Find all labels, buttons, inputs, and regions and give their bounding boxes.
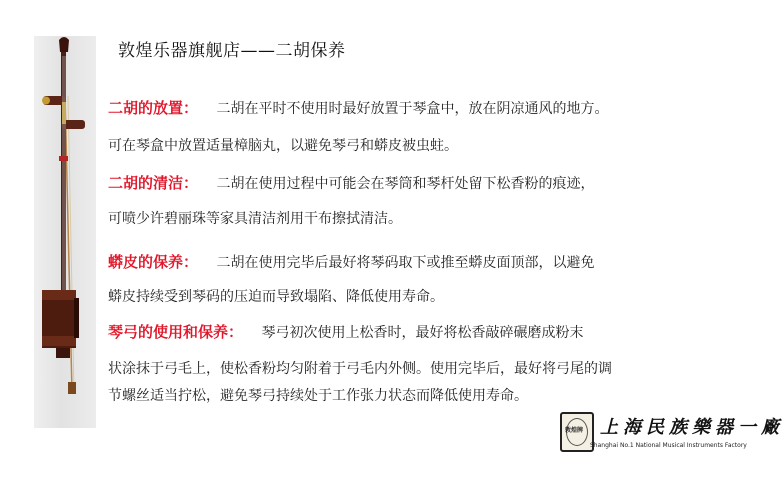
section-storage-text-2: 可在琴盒中放置适量樟脑丸，以避免琴弓和蟒皮被虫蛀。 — [108, 138, 458, 154]
section-skin-row-1 — [108, 252, 594, 273]
section-heading-bow: 琴弓的使用和保养： — [108, 323, 244, 341]
section-heading-cleaning: 二胡的清洁： — [108, 174, 199, 192]
factory-name-cn: 上海民族樂器一廠 — [600, 417, 784, 438]
qianjin-cord — [59, 156, 68, 161]
factory-logo — [560, 410, 784, 458]
section-bow-text-3: 节螺丝适当拧松，避免琴弓持续处于工作张力状态而降低使用寿命。 — [108, 388, 528, 404]
seal-text: 敦煌牌 — [565, 427, 584, 434]
section-heading-skin: 蟒皮的保养： — [108, 253, 199, 271]
section-storage-row-1 — [108, 98, 608, 119]
erhu-illustration — [34, 36, 96, 428]
peg-ornament — [42, 97, 50, 105]
python-skin — [74, 298, 79, 338]
section-storage-text-1: 二胡在平时不使用时最好放置于琴盒中，放在阴凉通风的地方。 — [216, 101, 609, 117]
body-top-band — [42, 290, 76, 300]
section-skin-text-2: 蟒皮持续受到琴码的压迫而导致塌陷、降低使用寿命。 — [108, 289, 444, 305]
peg-box-trim — [62, 102, 66, 124]
bow-frog — [68, 382, 76, 394]
section-bow-row-1 — [108, 322, 583, 343]
body-bottom-band — [42, 336, 76, 346]
section-bow-text-1: 琴弓初次使用上松香时，最好将松香敲碎碾磨成粉末 — [261, 325, 584, 341]
erhu-photo — [34, 36, 96, 428]
section-skin-text-1: 二胡在使用完毕后最好将琴码取下或推至蟒皮面顶部，以避免 — [216, 255, 595, 271]
erhu-base — [56, 348, 70, 358]
erhu-scroll — [59, 37, 69, 52]
page-title: 敦煌乐器旗舰店——二胡保养 — [118, 41, 346, 61]
section-heading-storage: 二胡的放置： — [108, 99, 199, 117]
section-cleaning-text-1: 二胡在使用过程中可能会在琴筒和琴杆处留下松香粉的痕迹， — [216, 176, 595, 192]
factory-name-en: Shanghai No.1 National Musical Instruments Factory — [590, 442, 747, 449]
section-bow-text-2: 状涂抹于弓毛上，使松香粉均匀附着于弓毛内外侧。使用完毕后，最好将弓尾的调 — [108, 361, 612, 377]
section-cleaning-row-1 — [108, 173, 594, 194]
section-cleaning-text-2: 可喷少许碧丽珠等家具清洁剂用干布擦拭清洁。 — [108, 211, 402, 227]
